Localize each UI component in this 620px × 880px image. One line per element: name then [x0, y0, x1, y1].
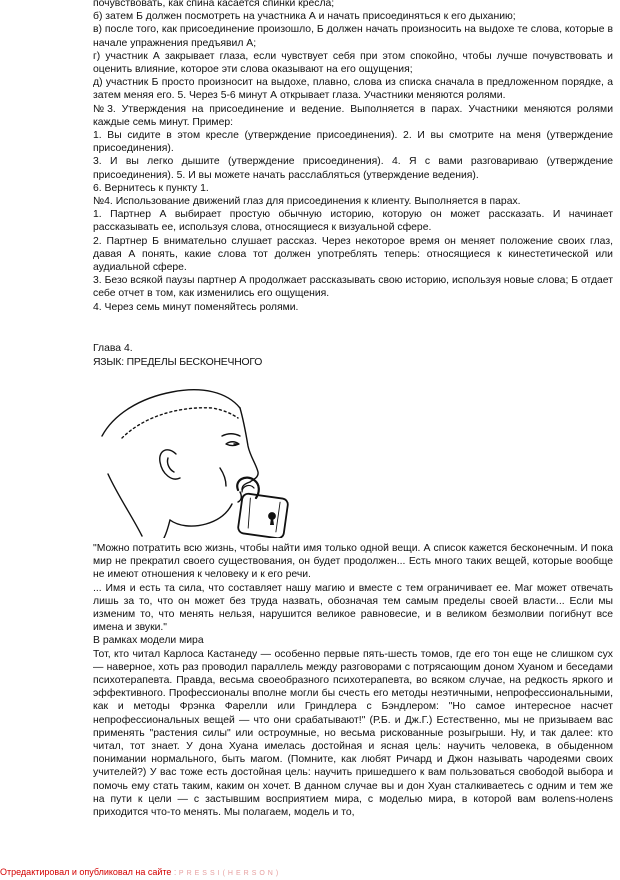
paragraph: б) затем Б должен посмотреть на участника А и начать присоединяться к его дыханию;: [93, 11, 516, 23]
padlock-body: [237, 493, 288, 538]
paragraph: №4. Использование движений глаз для присоединения к клиенту. Выполняется в парах.: [93, 196, 521, 208]
lips: [238, 492, 241, 502]
paragraph: 3. И вы легко дышите (утверждение присоединения). 4. Я с вами разговариваю (утверждение присоединения). 5. И вы можете начать расслабляться (утверждение ведения).: [93, 156, 613, 181]
section-heading: В рамках модели мира: [93, 635, 204, 647]
neck-outline: [164, 520, 170, 538]
footer-label: Отредактировал и опубликовал на сайте: [0, 867, 172, 877]
exercise-text-block: [93, 0, 613, 314]
chapter-title: ЯЗЫК: ПРЕДЕЛЫ БЕСКОНЕЧНОГО: [93, 357, 263, 368]
paragraph: 3. Безо всякой паузы партнер А продолжает рассказывать свою историю, используя новые слова; Б отдает себе отчет в том, как изменились его ощущения.: [93, 275, 613, 300]
paragraph: д) участник Б просто произносит на выдохе, плавно, слова из списка сначала в предложенном порядке, а затем меняя его. 5. Через 5-6 минут А открывает глаза. Участники меняются ролями.: [93, 77, 613, 102]
footer: [0, 866, 620, 880]
paragraph: №3. Утверждения на присоединение и ведение. Выполняется в парах. Участники меняются ролями каждые семь минут. Пример:: [93, 103, 613, 128]
head-with-padlock-icon: [92, 378, 342, 538]
paragraph: 2. Партнер Б внимательно слушает рассказ. Через некоторое время он меняет положение своих глаз, давая А понять, какие слова тот должен употреблять теперь: относящиеся к кинестетической или аудиальной сфере.: [93, 235, 613, 274]
paragraph: 6. Вернитесь к пункту 1.: [93, 182, 209, 194]
paragraph: "Можно потратить всю жизнь, чтобы найти имя только одной вещи. А список кажется бесконечным. И пока мир не прекратил своего существования, он будет продолжен... Есть много таких вещей, которые вообще не имеют отношения к человеку и к его речи.: [93, 543, 613, 581]
paragraph: г) участник А закрывает глаза, если чувствует себя при этом спокойно, чтобы лучше почувствовать и оценить влияние, которое эти слова оказывают на его ощущения;: [93, 50, 613, 76]
chapter-label: Глава 4.: [93, 343, 133, 354]
face-profile: [240, 408, 258, 482]
paragraph: 1. Вы сидите в этом кресле (утверждение присоединения). 2. И вы смотрите на меня (утверждение присоединения).: [93, 130, 613, 155]
paragraph: почувствовать, как спина касается спинки кресла;: [93, 0, 335, 9]
chapter-text-block: [93, 542, 613, 819]
paragraph: 4. Через семь минут поменяйтесь ролями.: [93, 301, 299, 313]
footer-site-link[interactable]: PRESSI(HERSON): [178, 870, 282, 877]
jaw-outline: [170, 504, 232, 526]
paragraph: в) после того, как присоединение произошло, Б должен начать произносить на выдохе те слова, которые в начале упражнения предъявил А;: [93, 24, 613, 49]
ear: [160, 450, 180, 479]
paragraph: Тот, кто читал Карлоса Кастанеду — особенно первые пять-шесть томов, где его тон еще не слишком сух — наверное, хоть раз проводил параллель между разговорами с потрясающим доном Хуаном и беседами психотерапевта. Правда, весьма своеобразного психотерапевта, во всяком случае, на редкость яркого и эффективного. Профессионалы вполне могли бы счесть его методы неэтичными, непрофессиональными, как и методы Фрэнка Фарелли или Гриндлера с Бэндлером: "Но самое интересное насчет непрофессиональных вещей — что они срабатывают!" (Р.Б. и Дж.Г.) Естественно, мы не призываем вас применять "растения силы" или остроумные, но весьма рискованные розыгрыши. Ну, и так далее: кто читал, тот знает. У дона Хуана имелась достойная и ясная цель: научить человека, в обыденном понимании нормального, быть магом. (Помните, как любят Ричард и Джон называть чародеями своих учителей?) У вас тоже есть достойная цель: научить пришедшего к вам пользоваться свободой выбора и помочь ему стать таким, каким он хочет. В данном случае вы и дон Хуан сталкиваетесь с одним и тем же на пути к цели — с застывшим восприятием мира, с моделью мира, в которой вам волens-ноленs приходится что-то менять. Мы полагаем, модель и то,: [93, 648, 613, 819]
head-outline: [102, 390, 240, 436]
footer-separator: :: [171, 867, 179, 877]
paragraph: 1. Партнер А выбирает простую обычную историю, которую он может рассказать. И начинает рассказывать ее, используя слова, относящиеся к визуальной сфере.: [93, 209, 613, 234]
paragraph: ... Имя и есть та сила, что составляет нашу магию и вместе с тем ограничивает ее. Маг может отвечать лишь за то, что он может без труда назвать, обозначая тем самым пределы своей власти... Если мы изменим то, что менять нельзя, нарушится великое равновесие, и в великом безмолвии погибнут все имена и звуки.": [93, 582, 613, 634]
